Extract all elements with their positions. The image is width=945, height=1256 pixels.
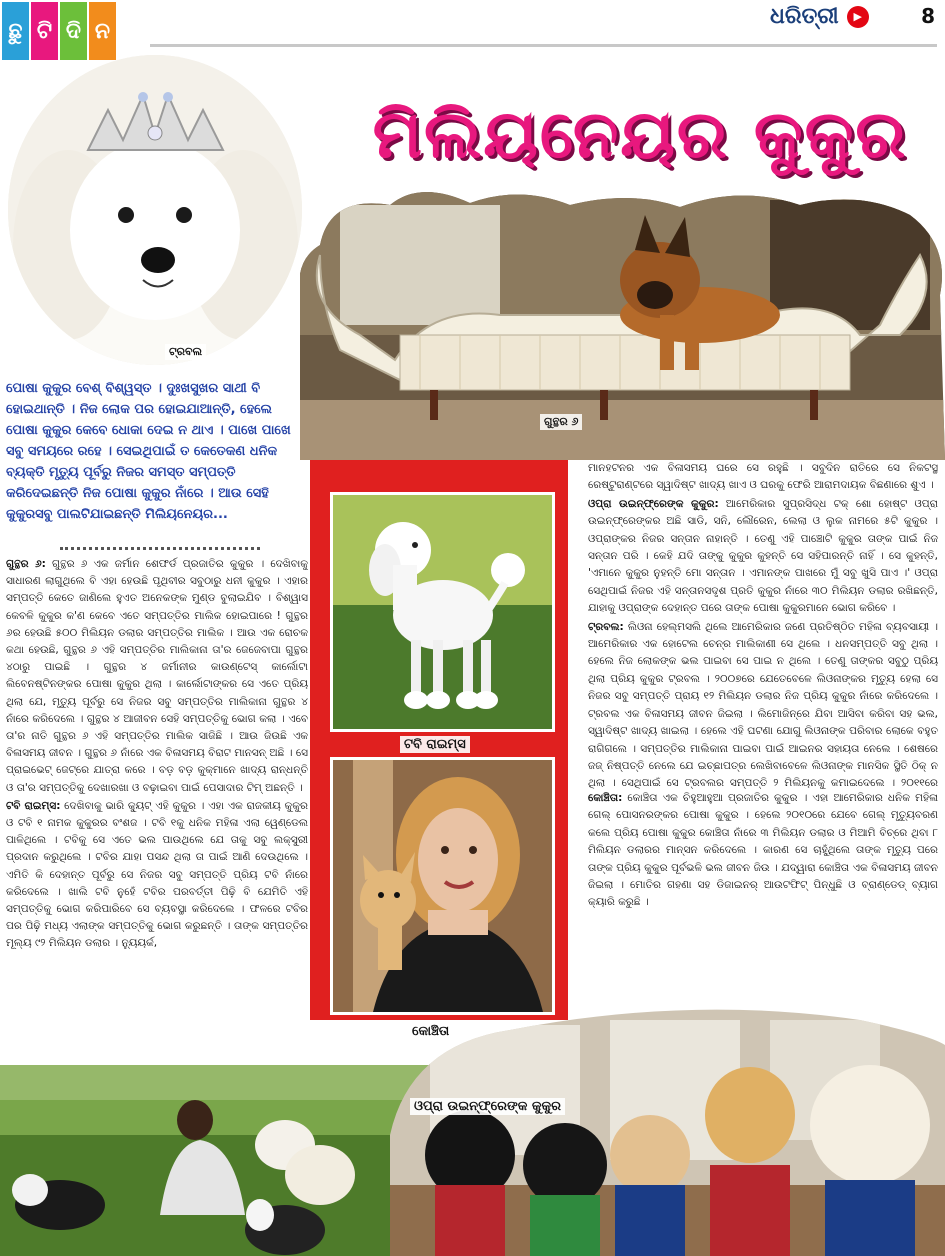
photo-conchita [330,757,555,1015]
left-column [6,556,308,1061]
poodle-illustration [333,495,552,729]
article-oprah [588,496,938,618]
maltese-dog-illustration [8,55,302,365]
play-icon: ▶ [847,6,869,28]
article-conchita [588,790,938,912]
section-tile-1: ଛୁ [2,2,29,60]
brand-logo: ଧରିତ୍ରୀ [770,4,839,29]
woman-with-chihuahua-illustration [333,760,552,1012]
german-shepherd-illustration [300,185,945,460]
caption-conchita: କୋଞ୍ଚିତା [408,1023,453,1040]
right-column-lower [588,790,938,1005]
section-banner [2,2,116,60]
photo-tobey [330,492,555,732]
page-number: 8 [921,4,935,28]
caption-trouble: ଟ୍ରବଲ [165,344,206,360]
caption-oprah: ଓପ୍ରା ଉଇନ୍‌ଫ୍ରେଙ୍କ କୁକୁର [410,1098,565,1115]
article-body: ମାନହଟନର ଏକ ବିଳାସମୟ ଘରେ ସେ ରହୁଛି । ସବୁଦିନ ରାତିରେ ସେ ନିକଟସ୍ଥ ରେଷ୍ଟୁରାଣ୍ଟରେ ସ୍ୱାଦିଷ୍ଟ ଖାଦ୍ୟ ଖାଏ ଓ ଘରକୁ ଫେରି ଆରାମଦାୟକ ବିଛଣାରେ ଶୁଏ । [588,462,938,492]
article-lead: ଟ୍ରବଲ: [588,620,624,633]
section-tile-3: ଦି [60,2,87,60]
brand [770,4,869,29]
caption-tobey: ଟବି ରାଇମ୍ସ [400,736,470,753]
article-body: ଲିଓନା ହେଲ୍ମସଲି ଥିଲେ ଆମେରିକାର ଜଣେ ପ୍ରତିଷ୍ଠିତ ମହିଳା ବ୍ୟବସାୟୀ । ଆମେରିକାର ଏକ ହୋଟେଲ ଚେନ୍‌ର ମାଲିକାଣୀ ସେ ଥିଲେ । ଧନସମ୍ପତ୍ତି ସବୁ ଥିଲା । ହେଲେ ନିଜ ଲୋକଙ୍କ ଭଲ ପାଇବା ସେ ପାଇ ନ ଥିଲେ । ତେଣୁ ତାଙ୍କର ସବୁଠୁ ପ୍ରିୟ ଥିଲା ପ୍ରିୟ କୁକୁର ଟ୍ରବଲ । ୨୦୦୭ରେ ଯେତେବେଳେ ଲିଓନାଙ୍କର ମୃତ୍ୟୁ ହେଲା ସେ ନିଜର ସବୁ ସମ୍ପତ୍ତି ପ୍ରାୟ ୧୨ ମିଲିୟନ ଡଲାର ନିଜ ପ୍ରିୟ କୁକୁର ନାଁରେ କରିଦେଲେ । ଟ୍ରବଲ ଏକ ବିଳାସମୟ ଜୀବନ ଜିଇଲା । ଲିମୋଜିନ୍‌ରେ ଯିବା ଆସିବା କରିବା ସହ ଭଲ, ସ୍ୱାଦିଷ୍ଟ ଖାଦ୍ୟ ଖାଇଲା । ହେଲେ ଏହି ଘଟଣା ଯୋଗୁ ଲିଓନାଙ୍କ ପରିବାର ଲୋକେ ବହୁତ ରାଗିଗଲେ । ସମ୍ପତ୍ତିର ମାଲିକାନା ପାଇବା ପାଇଁ ଆଇନର ସହାୟତା ନେଲେ । ଶେଷରେ ଜଜ୍ ନିଷ୍ପତ୍ତି ନେଲେ ଯେ ଇଚ୍ଛାପତ୍ର ଲେଖିବାବେଳେ ଲିଓନାଙ୍କ ମାନସିକ ସ୍ଥିତି ଠିକ୍ ନ ଥିଲା । ସେଥିପାଇଁ ସେ ଟ୍ରବଲର ସମ୍ପତ୍ତି ୨ ମିଲିୟନକୁ କମାଇଦେଲେ । ୨୦୧୧ରେ [588,620,938,790]
section-tile-2: ଟି [31,2,58,60]
section-tile-4: ନ [89,2,116,60]
article-lead: ଟବି ରାଇମ୍ସ: [6,799,61,812]
article-lead: ଗୁନ୍ଥର ୬: [6,558,46,570]
article-lead: ଓପ୍ରା ଉଇନ୍‌ଫ୍ରେଙ୍କ କୁକୁର: [588,497,719,510]
spaniels-in-sweaters-illustration [390,1005,945,1256]
intro-divider [60,547,260,550]
header-rule [150,44,937,47]
article-tobey [6,798,308,953]
photo-gunther [300,185,945,460]
article-lead: କୋଞ୍ଚିତା: [588,792,623,804]
photo-oprah-dogs [390,1005,945,1256]
intro-text: ପୋଷା କୁକୁର ବେଶ୍ ବିଶ୍ୱସ୍ତ । ଦୁଃଖସୁଖର ସାଥୀ ବି ହୋଇଥାନ୍ତି । ନିଜ ଲୋକ ପର ହୋଇଯାଆନ୍ତି, ହେଲେ ପୋଷା କୁକୁର କେବେ ଧୋକା ଦେଇ ନ ଥାଏ । ପାଖେ ପାଖେ ସବୁ ସମୟରେ ରହେ । ସେଇଥିପାଇଁ ତ କେତେକଣ ଧନିକ ବ୍ୟକ୍ତି ମୃତ୍ୟୁ ପୂର୍ବରୁ ନିଜର ସମସ୍ତ ସମ୍ପତ୍ତି କରିଦେଇଛନ୍ତି ନିଜ ପୋଷା କୁକୁର ନାଁରେ । ଆଉ ସେହି କୁକୁରସବୁ ପାଲଟିଯାଇଛନ୍ତି ମିଲିୟନେୟର... [6,381,291,522]
page-title: ମିଲିୟନେୟର କୁକୁର [372,96,908,173]
article-gunther [6,556,308,797]
right-column [588,460,938,790]
caption-gunther: ଗୁନ୍ଥର ୬ [540,414,582,430]
article-body: ଆମେରିକାର ସୁପ୍ରସିଦ୍ଧ ଟକ୍ ଶୋ ହୋଷ୍ଟ ଓପ୍ରା ଉଇନ୍‌ଫ୍ରେଙ୍କର ଅଛି ସାଡି, ସନି, ଲୌରେନ, ଲେଲା ଓ ଲୁକ ନାମରେ ୫ଟି କୁକୁର । ଓପ୍ରାଙ୍କର ନିଜର ସନ୍ତାନ ନାହାନ୍ତି । ତେଣୁ ଏହି ପାଞ୍ଚୋଟି କୁକୁର ତାଙ୍କ ପାଇଁ ନିଜ ସନ୍ତାନ ପରି । କେହି ଯଦି ତାଙ୍କୁ କୁକୁର କୁହନ୍ତି ସେ ସହିପାରନ୍ତି ନାହିଁ । ସେ କୁହନ୍ତି, 'ଏମାନେ କୁକୁର ନୁହନ୍ତି ମୋ ସନ୍ତାନ । ଏମାନଙ୍କ ପାଖରେ ମୁଁ ସବୁ ଖୁସି ପାଏ ।' ଓପ୍ରା ସେଥିପାଇଁ ନିଜର ଏହି ସନ୍ତାନସଦୃଶ ପ୍ରତି କୁକୁର ନାଁରେ ୩୦ ମିଲିୟନ ଡଲାର ରଖିଛନ୍ତି, ଯାହାକୁ ଓପ୍ରାଙ୍କ ଦେହାନ୍ତ ପରେ ତାଙ୍କ ପୋଷା କୁକୁରମାନେ ଭୋଗ କରିବେ । [588,497,938,615]
article-body: କୋଞ୍ଚିତା ଏକ ଚିହୁଆହୁଆ ପ୍ରଜାତିର କୁକୁର । ଏହା ଆମେରିକାର ଧନିକ ମହିଳା ଗେଲ୍ ପୋସନରଙ୍କର ପୋଷା କୁକୁର । ହେଲେ ୨୦୧୦ରେ ଯେବେ ଗେଲ୍ ମୃତ୍ୟୁବରଣ କଲେ ପ୍ରିୟ ପୋଷା କୁକୁର କୋଞ୍ଚିତା ନାଁରେ ୩ ମିଲିୟନ ଡଲାର ଓ ମିଆମି ବିଚ୍‌ରେ ଥିବା ୮ ମିଲିୟନ ଡଲାରର ମାନ୍‌ସନ କରିଦେଲେ । କାରଣ ସେ ଚାହୁଁଥିଲେ ତାଙ୍କ ମୃତ୍ୟୁ ପରେ ତାଙ୍କ ପ୍ରିୟ କୁକୁର ପୂର୍ବଭଳି ଭଲ ଜୀବନ ଜିଉ । ଯଦ୍ୱାରା କୋଞ୍ଚିତା ଏକ ବିଳାସମୟ ଜୀବନ ଜିଇଲା । ମୋତିର ଗହଣା ସହ ଡିଜାଇନର୍ ଆଉଟଫିଟ୍ ପିନ୍ଧୁଛି ଓ ବ୍ରାଣ୍ଡେଡ୍ ବ୍ୟାଗ କ୍ୟାରି କରୁଛି । [588,792,938,909]
article-body: ଗୁନ୍ଥର ୬ ଏକ ଜର୍ମାନ ଶେଫର୍ଡ ପ୍ରଜାତିର କୁକୁର । ଦେଖିବାକୁ ସାଧାରଣ ଲାଗୁଥିଲେ ବି ଏହା ହେଉଛି ପୃଥିବୀର ସବୁଠାରୁ ଧନୀ କୁକୁର । ଏହାର ସମ୍ପତ୍ତି କେତେ ଜାଣିଲେ ହୁଏତ ଅନେକଙ୍କ ମୁଣ୍ଡ ବୁଲାଇଯିବ । ବିଶ୍ୱାସ କେବଳି କୁକୁର କ'ଣ କେବେ ଏତେ ସମ୍ପତ୍ତିର ମାଲିକ ହୋଇପାରେ ! ଗୁନ୍ଥର ୬ର ହେଉଛି ୫୦୦ ମିଲିୟନ ଡଲାର ସମ୍ପତ୍ତିର ମାଲିକ । ଆଉ ଏକ ରୋଚକ କଥା ହେଉଛି, ଗୁନ୍ଥର ୬ ଏହି ସମ୍ପତ୍ତିର ମାଲିକାନା ତା'ର ଜେଜେବାପା ଗୁନ୍ଥର ୪ଠାରୁ ପାଇଛି । ଗୁନ୍ଥର ୪ ଜର୍ମାନୀର କାଉଣ୍ଟେସ୍ କାର୍ଲୋଟା ଲିବେନଷ୍ଟିନଙ୍କର ପୋଷା କୁକୁର ଥିଲା । କାର୍ଲୋଟାଙ୍କର ସେ ଏତେ ପ୍ରିୟ ଥିଲା ଯେ, ମୃତ୍ୟୁ ପୂର୍ବରୁ ସେ ନିଜର ସବୁ ସମ୍ପତ୍ତିର ମାଲିକାନା ଗୁନ୍ଥର ୪ ନାଁରେ କରିଦେଲେ । ଗୁନ୍ଥର ୪ ଆଜୀବନ ସେହି ସମ୍ପତ୍ତିକୁ ଭୋଗ କଲା । ଏବେ ତା'ର ନାତି ଗୁନ୍ଥର ୬ ଏହି ସମ୍ପତ୍ତିର ମାଲିକ ସାଜିଛି । ଆଉ ଜିଉଛି ଏକ ବିଳାସମୟ ଜୀବନ । ଗୁନ୍ଥର ୬ ନାଁରେ ଏକ ବିଳାସମୟ ବିରାଟ ମାନସନ୍ ଅଛି । ସେ ପ୍ରାଇଭେଟ୍ ଜେଟ୍‌ରେ ଯାତ୍ରା କରେ । ବଡ଼ ବଡ଼ କୁକ୍‌ମାନେ ଖାଦ୍ୟ ରାନ୍ଧନ୍ତି ଓ ତା'ର ସମ୍ପତ୍ତିକୁ ଦେଖାରଖା ଓ ବଢ଼ାଇବା ପାଇଁ ପେସାଦାର ଟିମ୍ ଅଛନ୍ତି । [6,558,308,794]
photo-trouble [8,55,302,365]
article-body: ଦେଖିବାକୁ ଭାରି କ୍ୟୁଟ୍ ଏହି କୁକୁର । ଏହା ଏକ ରାଜକୀୟ କୁକୁର ଓ ଟବି ୧ ନାମକ କୁକୁରର ବଂଶଜ । ଟବି ୧କୁ ଧନିକ ମହିଳା ଏଲା ୱେଣ୍ଡେଲ ପାଳିଥିଲେ । ଟବିକୁ ସେ ଏତେ ଭଲ ପାଉଥିଲେ ଯେ ତାକୁ ସବୁ ଲକ୍ସୁରୀ ପ୍ରଦାନ କରୁଥିଲେ । ଟବିର ଯାହା ପସନ୍ଦ ଥିଲା ତା ପାଇଁ ଆଣି ଦେଉଥିଲେ । ଏମିତି କି ଦେହାନ୍ତ ପୂର୍ବରୁ ସେ ନିଜର ସବୁ ସମ୍ପତ୍ତି ପ୍ରିୟ ଟବି ନାଁରେ କରିଦେଲେ । ଖାଲି ଟବି ନୁହେଁ ଟବିର ପରବର୍ତ୍ତୀ ପିଢ଼ି ବି ଯେମିତି ଏହି ସମ୍ପତ୍ତିକୁ ଭୋଗ କରିପାରିବେ ସେ ବ୍ୟବସ୍ଥା କରିଦେଲେ । ଫଳରେ ଟବିର ପର ପିଢ଼ି ମଧ୍ୟ ଏଲାଙ୍କ ସମ୍ପତ୍ତିକୁ ଭୋଗ କରୁଛନ୍ତି । ତାଙ୍କ ସମ୍ପତ୍ତିର ମୂଲ୍ୟ ୯୨ ମିଲିୟନ ଡଲାର । ନ୍ୟୁୟର୍କ, [6,799,308,950]
article-tobey-cont [588,460,938,495]
article-trouble [588,619,938,790]
